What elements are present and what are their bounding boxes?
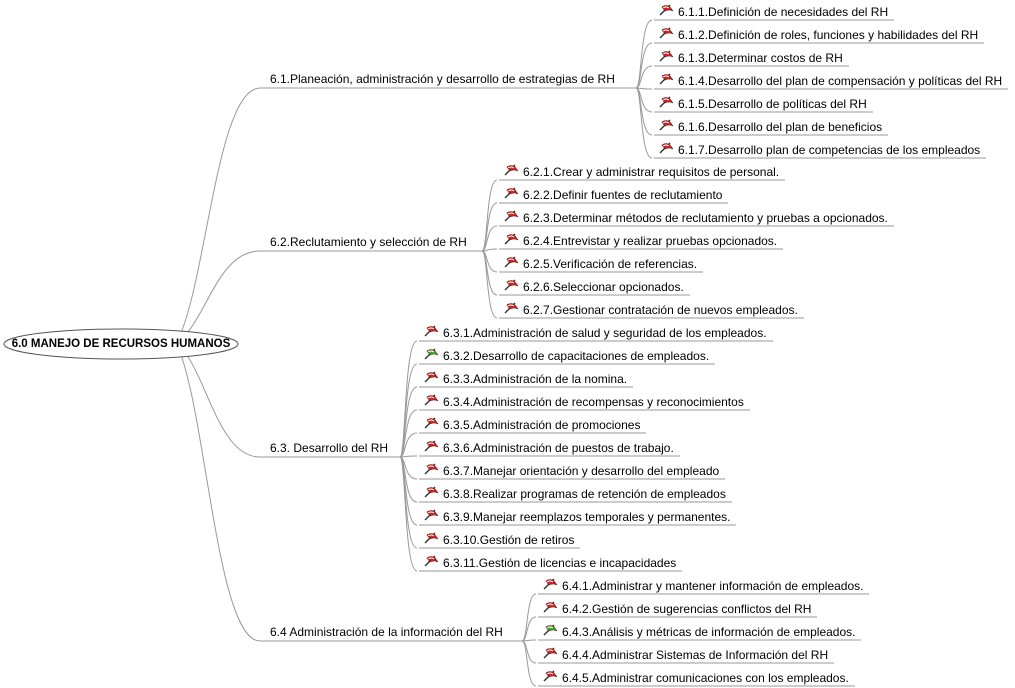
flag-icon <box>542 669 558 683</box>
leaf-label[interactable]: 6.3.1.Administración de salud y seguridad de los empleados. <box>443 326 767 340</box>
flag-icon <box>658 3 674 17</box>
flag-icon <box>658 26 674 40</box>
flag-icon <box>423 508 439 522</box>
leaf-label[interactable]: 6.3.3.Administración de la nomina. <box>443 372 628 386</box>
leaf-label[interactable]: 6.3.7.Manejar orientación y desarrollo del empleado <box>443 464 720 478</box>
flag-icon <box>423 485 439 499</box>
leaf-label[interactable]: 6.1.4.Desarrollo del plan de compensación y políticas del RH <box>678 74 1003 88</box>
flag-icon <box>503 301 519 315</box>
leaf-label[interactable]: 6.2.6.Seleccionar opcionados. <box>523 280 684 294</box>
flag-icon <box>658 95 674 109</box>
leaf-connector <box>400 456 417 457</box>
branch-label[interactable]: 6.1.Planeación, administración y desarrollo de estrategias de RH <box>270 72 615 86</box>
leaf-label[interactable]: 6.2.7.Gestionar contratación de nuevos empleados. <box>523 303 798 317</box>
flag-icon <box>542 577 558 591</box>
leaf-label[interactable]: 6.3.8.Realizar programas de retención de empleados <box>443 487 726 501</box>
flag-icon <box>423 554 439 568</box>
leaf-label[interactable]: 6.1.1.Definición de necesidades del RH <box>678 5 889 19</box>
leaf-label[interactable]: 6.3.5.Administración de promociones <box>443 418 641 432</box>
flag-icon <box>658 118 674 132</box>
leaf-label[interactable]: 6.1.6.Desarrollo del plan de beneficios <box>678 120 883 134</box>
leaf-label[interactable]: 6.2.1.Crear y administrar requisitos de personal. <box>523 165 780 179</box>
leaf-label[interactable]: 6.3.2.Desarrollo de capacitaciones de empleados. <box>443 349 710 363</box>
leaf-label[interactable]: 6.4.2.Gestión de sugerencias conflictos del RH <box>562 602 812 616</box>
leaf-label[interactable]: 6.2.5.Verificación de referencias. <box>523 257 698 271</box>
flag-icon <box>423 416 439 430</box>
flag-icon <box>423 531 439 545</box>
flag-icon <box>658 141 674 155</box>
branch-label[interactable]: 6.3. Desarrollo del RH <box>270 441 389 455</box>
flag-icon <box>542 600 558 614</box>
root-node[interactable] <box>2 327 240 361</box>
leaf-label[interactable]: 6.4.5.Administrar comunicaciones con los empleados. <box>562 671 849 685</box>
leaf-connector <box>636 88 652 89</box>
flag-icon <box>542 646 558 660</box>
leaf-label[interactable]: 6.3.11.Gestión de licencias e incapacidades <box>443 556 677 570</box>
flag-icon <box>423 370 439 384</box>
leaf-label[interactable]: 6.3.4.Administración de recompensas y reconocimientos <box>443 395 744 409</box>
leaf-label[interactable]: 6.3.6.Administración de puestos de trabajo. <box>443 441 674 455</box>
leaf-label[interactable]: 6.2.4.Entrevistar y realizar pruebas opcionados. <box>523 234 778 248</box>
leaf-label[interactable]: 6.4.3.Análisis y métricas de información de empleados. <box>562 625 856 639</box>
flag-icon <box>503 255 519 269</box>
flag-icon <box>658 49 674 63</box>
flag-icon <box>542 623 558 637</box>
leaf-label[interactable]: 6.4.4.Administrar Sistemas de Información del RH <box>562 648 829 662</box>
branch-label[interactable]: 6.2.Reclutamiento y selección de RH <box>270 235 467 249</box>
leaf-label[interactable]: 6.1.7.Desarrollo plan de competencias de los empleados <box>678 143 981 157</box>
flag-icon <box>658 72 674 86</box>
leaf-connector <box>522 641 536 686</box>
leaf-label[interactable]: 6.2.3.Determinar métodos de reclutamiento y pruebas a opcionados. <box>523 211 888 225</box>
branch-label[interactable]: 6.4 Administración de la información del RH <box>270 625 503 639</box>
flag-icon <box>503 278 519 292</box>
leaf-label[interactable]: 6.1.3.Determinar costos de RH <box>678 51 843 65</box>
leaf-label[interactable]: 6.1.5.Desarrollo de políticas del RH <box>678 97 867 111</box>
leaf-label[interactable]: 6.2.2.Definir fuentes de reclutamiento <box>523 188 723 202</box>
flag-icon <box>423 324 439 338</box>
flag-icon <box>503 232 519 246</box>
flag-icon <box>423 393 439 407</box>
root-label: 6.0 MANEJO DE RECURSOS HUMANOS <box>11 338 231 350</box>
branch-connector <box>176 88 260 343</box>
leaf-label[interactable]: 6.3.9.Manejar reemplazos temporales y permanentes. <box>443 510 731 524</box>
branch-connector <box>176 343 260 641</box>
flag-icon <box>423 347 439 361</box>
flag-icon <box>423 439 439 453</box>
flag-icon <box>503 209 519 223</box>
leaf-label[interactable]: 6.3.10.Gestión de retiros <box>443 533 575 547</box>
leaf-label[interactable]: 6.1.2.Definición de roles, funciones y habilidades del RH <box>678 28 979 42</box>
flag-icon <box>503 186 519 200</box>
leaf-label[interactable]: 6.4.1.Administrar y mantener información de empleados. <box>562 579 864 593</box>
flag-icon <box>423 462 439 476</box>
flag-icon <box>503 163 519 177</box>
